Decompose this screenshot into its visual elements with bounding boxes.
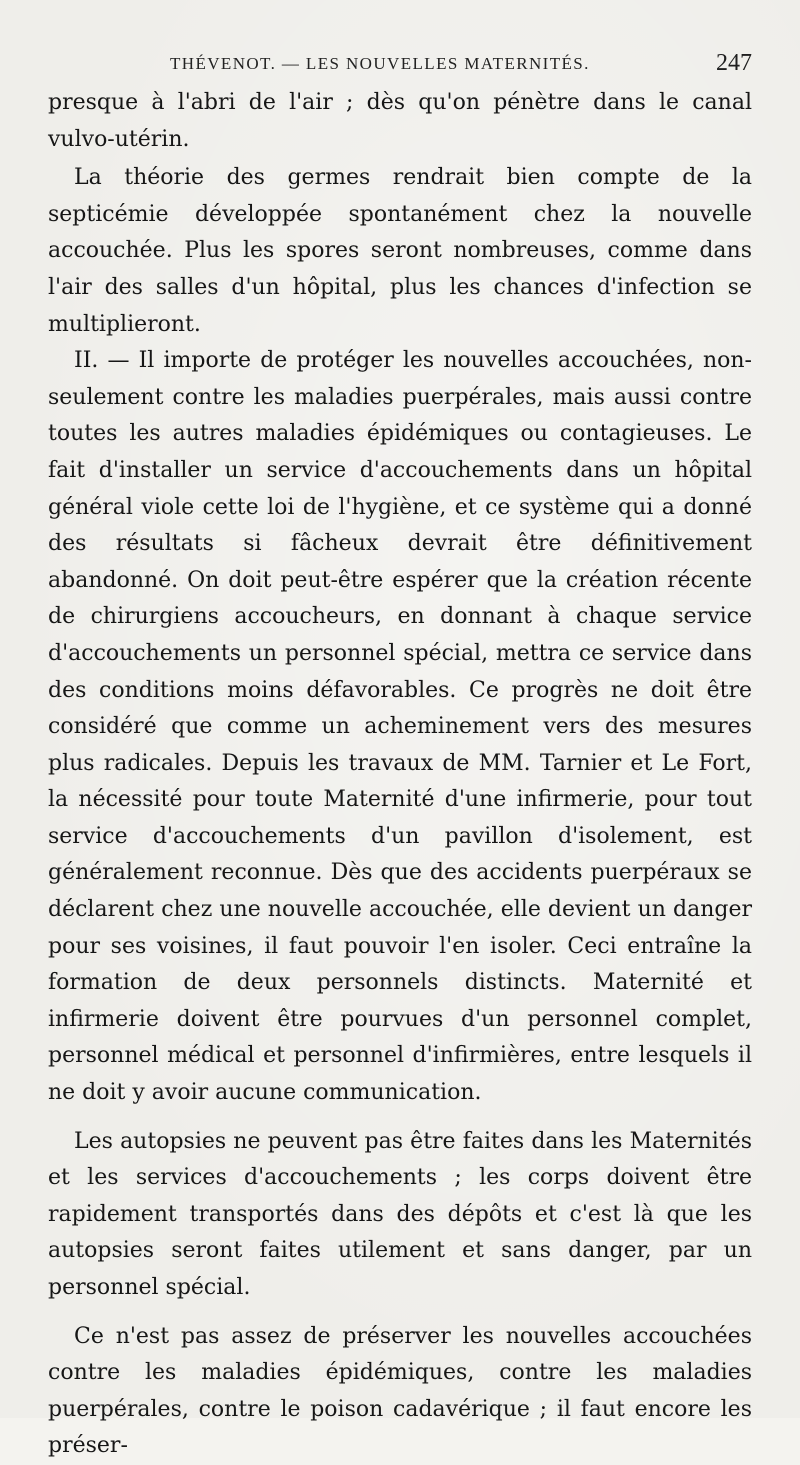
- paragraph-3: II. — Il importe de protéger les nouvelles accouchées, non-seulement contre les maladies puerpérales, mais aussi contre toutes les autres maladies épidémiques ou contagieuses. Le fait d'installer un service d'accouchements dans un hôpital général viole cette loi de l'hygiène, et ce système qui a donné des résultats si fâcheux devrait être définitivement abandonné. On doit peut-être espérer que la création récente de chirurgiens accoucheurs, en donnant à chaque service d'accouchements un personnel spécial, mettra ce service dans des conditions moins défavorables. Ce progrès ne doit être considéré que comme un acheminement vers des mesures plus radicales. Depuis les travaux de MM. Tarnier et Le Fort, la nécessité pour toute Maternité d'une infirmerie, pour tout service d'accouchements d'un pavillon d'isolement, est généralement reconnue. Dès que des accidents puerpéraux se déclarent chez une nouvelle accouchée, elle devient un danger pour ses voisines, il faut pouvoir l'en isoler. Ceci entraîne la formation de deux personnels distincts. Maternité et infirmerie doivent être pourvues d'un personnel complet, personnel médical et personnel d'infirmières, entre lesquels il ne doit y avoir aucune communication.: [48, 348, 752, 1106]
- body-text: [48, 85, 752, 1465]
- paragraph-5: Ce n'est pas assez de préserver les nouvelles accouchées contre les maladies épidémiques, contre les maladies puerpérales, contre le poison cadavérique ; il faut encore les préser-: [48, 1323, 752, 1459]
- page-number: 247: [716, 50, 752, 76]
- paragraph-4: Les autopsies ne peuvent pas être faites dans les Maternités et les services d'accouchements ; les corps doivent être rapidement transportés dans des dépôts et c'est là que les autopsies seront faites utilement et sans danger, par un personnel spécial.: [48, 1128, 752, 1300]
- paragraph-1: presque à l'abri de l'air ; dès qu'on pénètre dans le canal vulvo-utérin.: [48, 90, 752, 152]
- page-header: [48, 50, 752, 84]
- running-head: THÉVENOT. — LES NOUVELLES MATERNITÉS.: [170, 54, 590, 73]
- paragraph-2: La théorie des germes rendrait bien compte de la septicémie développée spontanément chez la nouvelle accouchée. Plus les spores seront nombreuses, comme dans l'air des salles d'un hôpital, plus les chances d'infection se multiplieront.: [48, 165, 752, 337]
